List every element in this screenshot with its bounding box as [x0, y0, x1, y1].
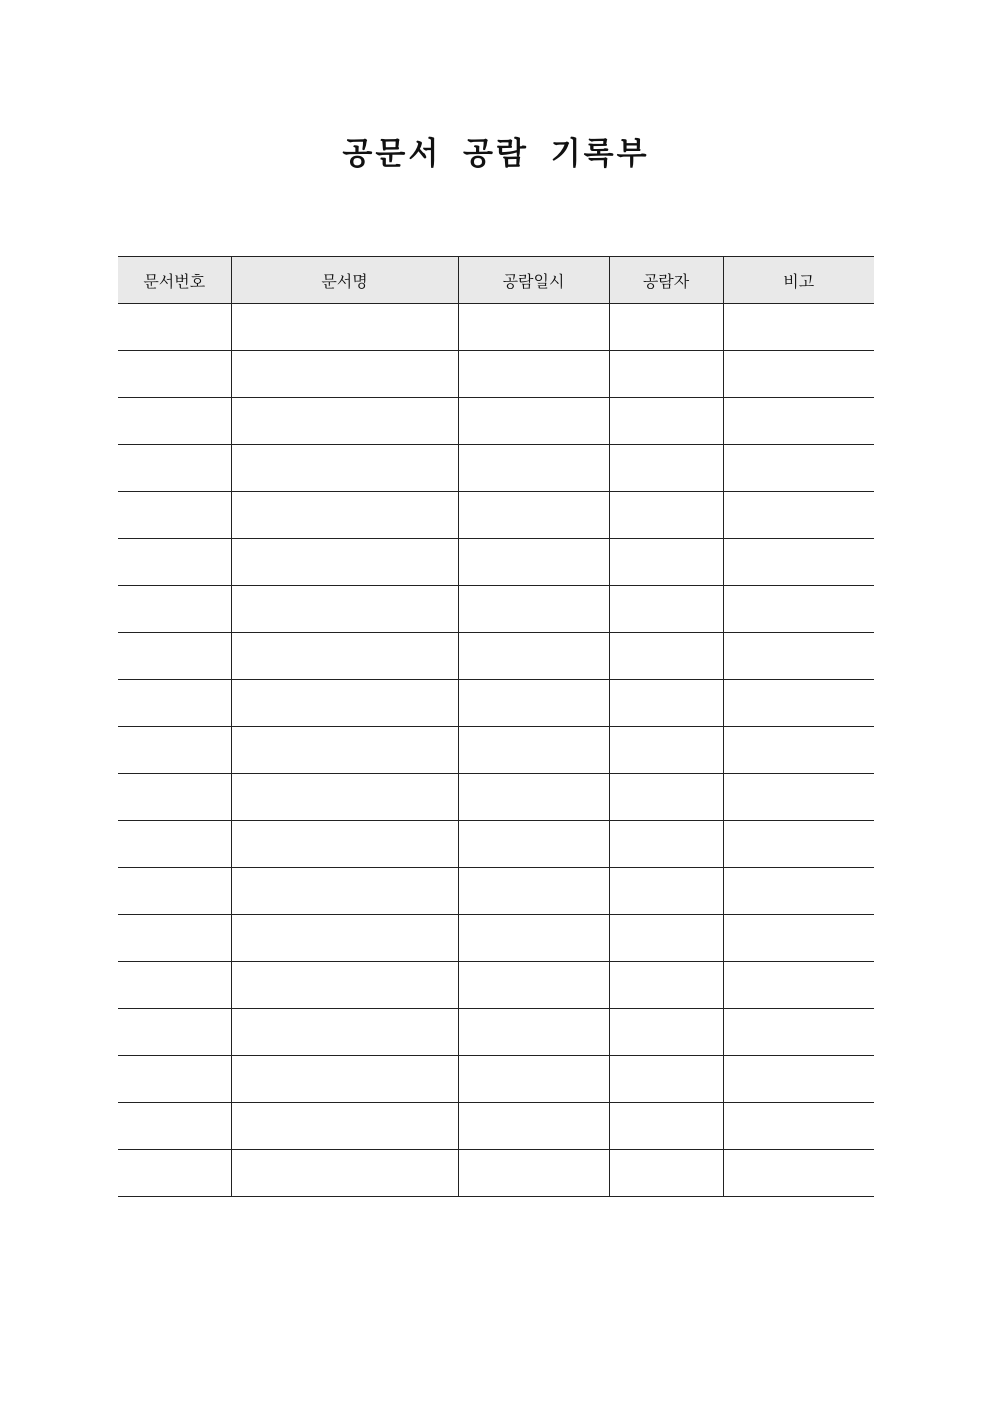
- reviewer-cell[interactable]: [609, 821, 723, 868]
- document-number-cell[interactable]: [118, 868, 231, 915]
- document-name-cell[interactable]: [231, 539, 458, 586]
- review-datetime-cell[interactable]: [458, 1009, 609, 1056]
- document-name-cell[interactable]: [231, 962, 458, 1009]
- table-row: [118, 304, 874, 351]
- review-datetime-cell[interactable]: [458, 398, 609, 445]
- document-name-cell[interactable]: [231, 868, 458, 915]
- document-name-cell[interactable]: [231, 398, 458, 445]
- document-number-cell[interactable]: [118, 1056, 231, 1103]
- remarks-cell[interactable]: [723, 586, 874, 633]
- document-number-cell[interactable]: [118, 727, 231, 774]
- table-row: [118, 539, 874, 586]
- review-datetime-cell[interactable]: [458, 445, 609, 492]
- review-datetime-cell[interactable]: [458, 1056, 609, 1103]
- reviewer-cell[interactable]: [609, 445, 723, 492]
- header-reviewer: 공람자: [609, 257, 723, 304]
- remarks-cell[interactable]: [723, 1056, 874, 1103]
- document-name-cell[interactable]: [231, 727, 458, 774]
- document-number-cell[interactable]: [118, 1103, 231, 1150]
- reviewer-cell[interactable]: [609, 633, 723, 680]
- table-row: [118, 351, 874, 398]
- document-name-cell[interactable]: [231, 915, 458, 962]
- document-name-cell[interactable]: [231, 774, 458, 821]
- remarks-cell[interactable]: [723, 680, 874, 727]
- remarks-cell[interactable]: [723, 915, 874, 962]
- remarks-cell[interactable]: [723, 868, 874, 915]
- review-datetime-cell[interactable]: [458, 351, 609, 398]
- table-row: [118, 915, 874, 962]
- reviewer-cell[interactable]: [609, 962, 723, 1009]
- reviewer-cell[interactable]: [609, 492, 723, 539]
- review-datetime-cell[interactable]: [458, 1103, 609, 1150]
- table-row: [118, 868, 874, 915]
- document-name-cell[interactable]: [231, 1056, 458, 1103]
- document-number-cell[interactable]: [118, 915, 231, 962]
- document-number-cell[interactable]: [118, 304, 231, 351]
- reviewer-cell[interactable]: [609, 304, 723, 351]
- document-number-cell[interactable]: [118, 1150, 231, 1197]
- record-table: [118, 256, 874, 1197]
- review-datetime-cell[interactable]: [458, 1150, 609, 1197]
- document-number-cell[interactable]: [118, 351, 231, 398]
- remarks-cell[interactable]: [723, 304, 874, 351]
- table-row: [118, 633, 874, 680]
- reviewer-cell[interactable]: [609, 1150, 723, 1197]
- document-name-cell[interactable]: [231, 1150, 458, 1197]
- review-datetime-cell[interactable]: [458, 304, 609, 351]
- table-row: [118, 821, 874, 868]
- table-row: [118, 962, 874, 1009]
- document-number-cell[interactable]: [118, 586, 231, 633]
- document-name-cell[interactable]: [231, 304, 458, 351]
- reviewer-cell[interactable]: [609, 1103, 723, 1150]
- document-name-cell[interactable]: [231, 445, 458, 492]
- document-number-cell[interactable]: [118, 962, 231, 1009]
- reviewer-cell[interactable]: [609, 680, 723, 727]
- review-datetime-cell[interactable]: [458, 680, 609, 727]
- reviewer-cell[interactable]: [609, 727, 723, 774]
- table-row: [118, 774, 874, 821]
- page-title: 공문서 공람 기록부: [342, 136, 650, 172]
- document-name-cell[interactable]: [231, 586, 458, 633]
- table-row: [118, 492, 874, 539]
- table-row: [118, 445, 874, 492]
- document-name-cell[interactable]: [231, 1009, 458, 1056]
- review-datetime-cell[interactable]: [458, 774, 609, 821]
- remarks-cell[interactable]: [723, 962, 874, 1009]
- document-name-cell[interactable]: [231, 680, 458, 727]
- table-header-row: [118, 257, 874, 304]
- document-name-cell[interactable]: [231, 633, 458, 680]
- review-datetime-cell[interactable]: [458, 821, 609, 868]
- table-row: [118, 1009, 874, 1056]
- remarks-cell[interactable]: [723, 821, 874, 868]
- review-datetime-cell[interactable]: [458, 633, 609, 680]
- remarks-cell[interactable]: [723, 1009, 874, 1056]
- remarks-cell[interactable]: [723, 539, 874, 586]
- reviewer-cell[interactable]: [609, 398, 723, 445]
- document-number-cell[interactable]: [118, 445, 231, 492]
- header-document-number: 문서번호: [118, 257, 231, 304]
- reviewer-cell[interactable]: [609, 1056, 723, 1103]
- remarks-cell[interactable]: [723, 351, 874, 398]
- review-datetime-cell[interactable]: [458, 492, 609, 539]
- document-name-cell[interactable]: [231, 351, 458, 398]
- remarks-cell[interactable]: [723, 727, 874, 774]
- table-row: [118, 1103, 874, 1150]
- table-row: [118, 1056, 874, 1103]
- table-row: [118, 1150, 874, 1197]
- table-row: [118, 727, 874, 774]
- review-datetime-cell[interactable]: [458, 586, 609, 633]
- review-datetime-cell[interactable]: [458, 962, 609, 1009]
- header-document-name: 문서명: [231, 257, 458, 304]
- remarks-cell[interactable]: [723, 1103, 874, 1150]
- document-name-cell[interactable]: [231, 821, 458, 868]
- document-name-cell[interactable]: [231, 492, 458, 539]
- remarks-cell[interactable]: [723, 445, 874, 492]
- reviewer-cell[interactable]: [609, 539, 723, 586]
- table-row: [118, 398, 874, 445]
- review-datetime-cell[interactable]: [458, 539, 609, 586]
- reviewer-cell[interactable]: [609, 868, 723, 915]
- reviewer-cell[interactable]: [609, 1009, 723, 1056]
- document-name-cell[interactable]: [231, 1103, 458, 1150]
- review-datetime-cell[interactable]: [458, 915, 609, 962]
- document-number-cell[interactable]: [118, 1009, 231, 1056]
- table-body: [118, 304, 874, 1197]
- reviewer-cell[interactable]: [609, 774, 723, 821]
- reviewer-cell[interactable]: [609, 586, 723, 633]
- document-number-cell[interactable]: [118, 492, 231, 539]
- header-remarks: 비고: [723, 257, 874, 304]
- remarks-cell[interactable]: [723, 633, 874, 680]
- remarks-cell[interactable]: [723, 774, 874, 821]
- document-number-cell[interactable]: [118, 774, 231, 821]
- review-datetime-cell[interactable]: [458, 868, 609, 915]
- document-number-cell[interactable]: [118, 539, 231, 586]
- review-datetime-cell[interactable]: [458, 727, 609, 774]
- reviewer-cell[interactable]: [609, 915, 723, 962]
- reviewer-cell[interactable]: [609, 351, 723, 398]
- remarks-cell[interactable]: [723, 492, 874, 539]
- remarks-cell[interactable]: [723, 398, 874, 445]
- table-row: [118, 586, 874, 633]
- remarks-cell[interactable]: [723, 1150, 874, 1197]
- document-number-cell[interactable]: [118, 633, 231, 680]
- document-number-cell[interactable]: [118, 821, 231, 868]
- header-review-datetime: 공람일시: [458, 257, 609, 304]
- document-number-cell[interactable]: [118, 398, 231, 445]
- document-number-cell[interactable]: [118, 680, 231, 727]
- table-row: [118, 680, 874, 727]
